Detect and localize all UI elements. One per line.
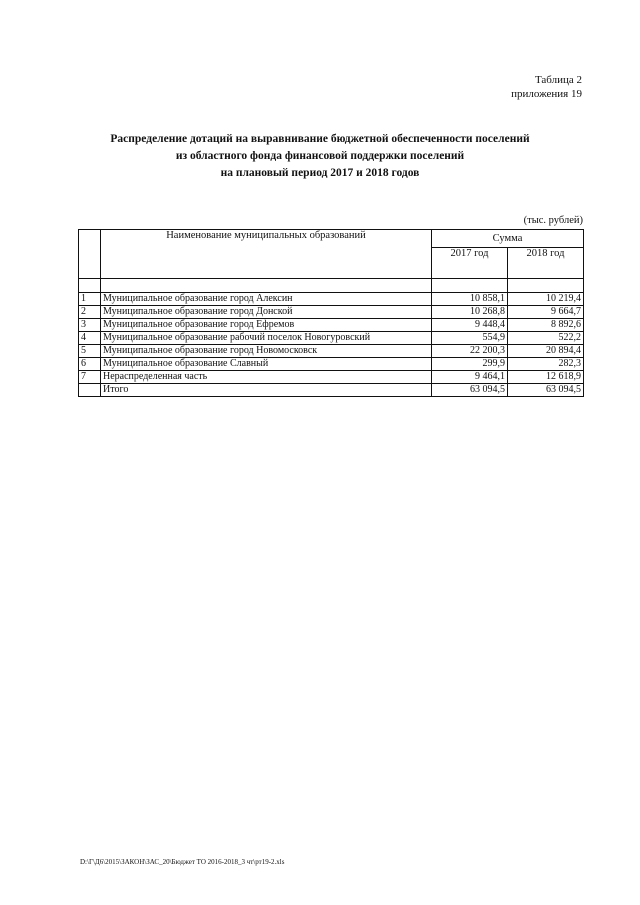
value-2017: 9 448,4	[432, 319, 508, 332]
header-number-cell	[79, 230, 101, 279]
row-number: 6	[79, 358, 101, 371]
table-body	[79, 279, 584, 397]
header-row	[79, 230, 584, 248]
value-2018: 522,2	[508, 332, 584, 345]
total-row	[79, 384, 584, 397]
subsidy-table	[78, 229, 584, 397]
table-row	[79, 319, 584, 332]
table-row	[79, 358, 584, 371]
file-path: D:\Г\Д6\2015\ЗАКОН\ЗАС_20\Бюджет ТО 2016-2018_3 чт\рт19-2.xls	[80, 858, 285, 866]
table-row	[79, 371, 584, 384]
document-title	[60, 131, 580, 182]
value-2018: 63 094,5	[508, 384, 584, 397]
municipality-name: Муниципальное образование рабочий поселок Новогуровский	[101, 332, 432, 345]
municipality-name: Итого	[101, 384, 432, 397]
header-2017-cell: 2017 год	[432, 248, 508, 279]
table-row	[79, 332, 584, 345]
table-row	[79, 293, 584, 306]
header-sum-cell: Сумма	[432, 230, 584, 248]
table-number: Таблица 2	[534, 74, 582, 86]
row-number	[79, 384, 101, 397]
value-2018: 9 664,7	[508, 306, 584, 319]
appendix-number: приложения 19	[511, 88, 582, 100]
row-number: 7	[79, 371, 101, 384]
value-2017: 22 200,3	[432, 345, 508, 358]
row-number: 2	[79, 306, 101, 319]
value-2017: 299,9	[432, 358, 508, 371]
row-number: 4	[79, 332, 101, 345]
row-number: 5	[79, 345, 101, 358]
municipality-name: Муниципальное образование город Алексин	[101, 293, 432, 306]
table-row	[79, 306, 584, 319]
table-row	[79, 345, 584, 358]
municipality-name: Муниципальное образование город Ефремов	[101, 319, 432, 332]
spacer-row	[79, 279, 584, 293]
value-2017: 554,9	[432, 332, 508, 345]
header-2018-cell: 2018 год	[508, 248, 584, 279]
row-number: 1	[79, 293, 101, 306]
municipality-name: Нераспределенная часть	[101, 371, 432, 384]
value-2018: 12 618,9	[508, 371, 584, 384]
value-2018: 282,3	[508, 358, 584, 371]
title-line-1: Распределение дотаций на выравнивание бюджетной обеспеченности поселений	[110, 133, 530, 145]
municipality-name: Муниципальное образование город Новомосковск	[101, 345, 432, 358]
header-name-cell: Наименование муниципальных образований	[101, 230, 432, 279]
municipality-name: Муниципальное образование город Донской	[101, 306, 432, 319]
value-2018: 10 219,4	[508, 293, 584, 306]
value-2017: 10 268,8	[432, 306, 508, 319]
value-2018: 20 894,4	[508, 345, 584, 358]
units-label: (тыс. рублей)	[523, 215, 583, 226]
value-2017: 63 094,5	[432, 384, 508, 397]
table-reference	[511, 73, 582, 101]
municipality-name: Муниципальное образование Славный	[101, 358, 432, 371]
value-2017: 9 464,1	[432, 371, 508, 384]
row-number: 3	[79, 319, 101, 332]
value-2017: 10 858,1	[432, 293, 508, 306]
title-line-2: из областного фонда финансовой поддержки поселений	[175, 150, 465, 162]
title-line-3: на плановый период 2017 и 2018 годов	[220, 167, 420, 179]
value-2018: 8 892,6	[508, 319, 584, 332]
